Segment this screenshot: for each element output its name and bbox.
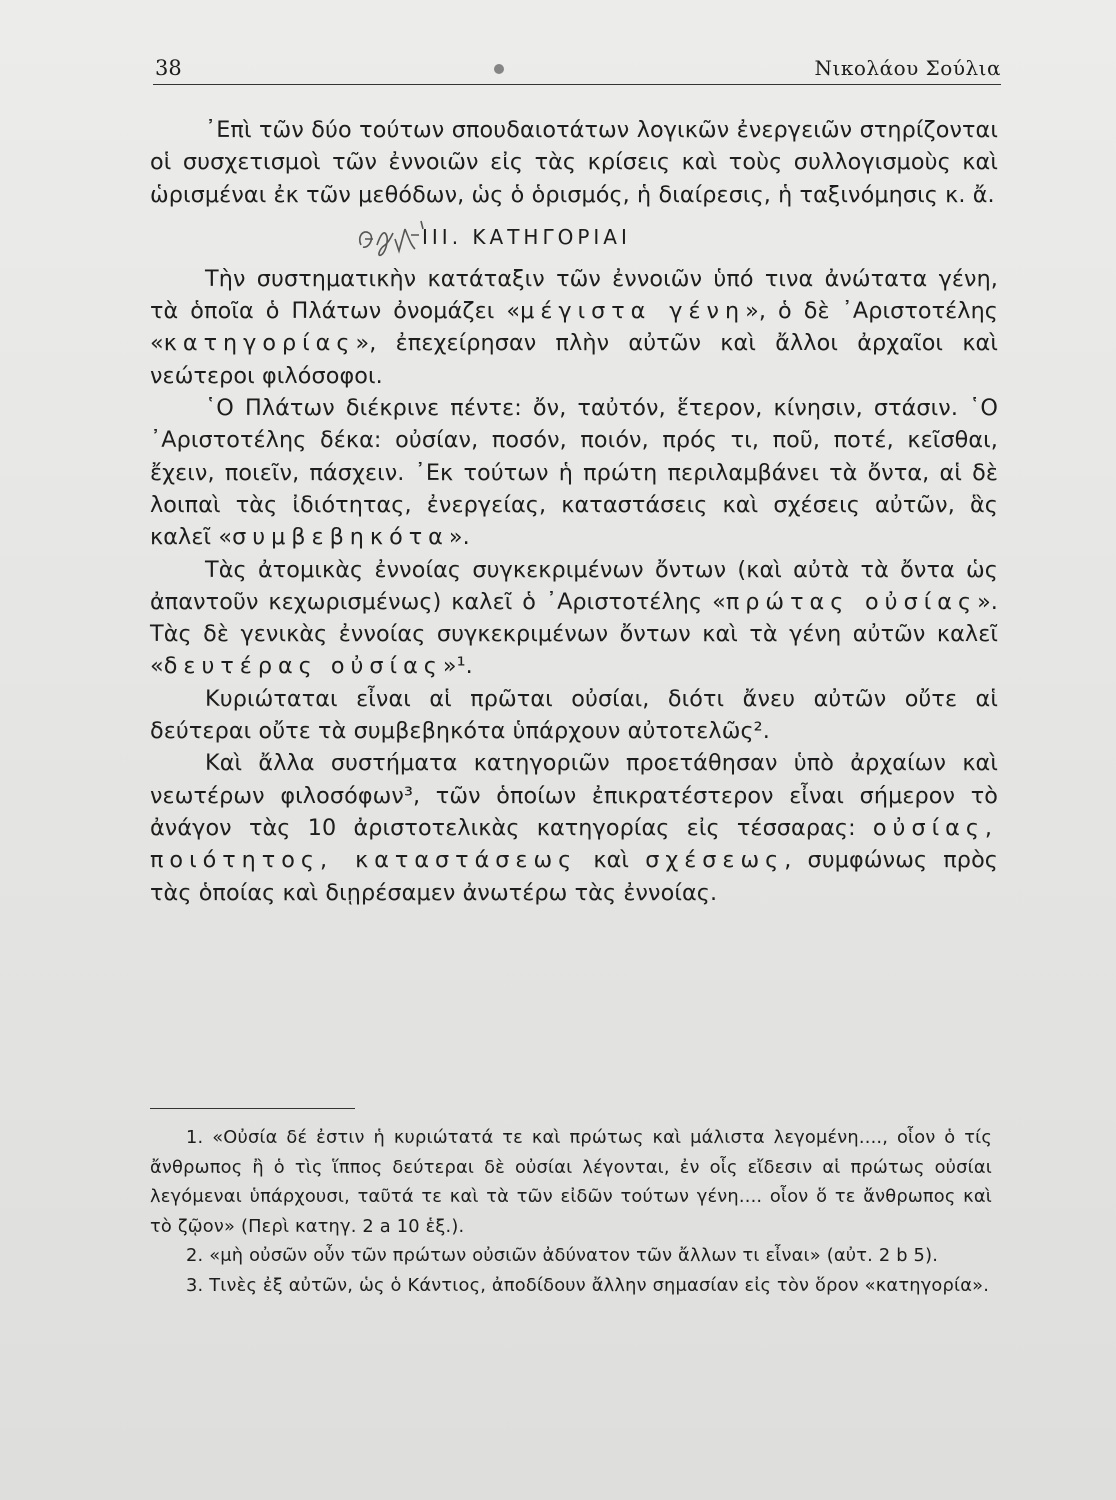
section-heading-text: ΙΙΙ. ΚΑΤΗΓΟΡΙΑΙ [422, 224, 631, 249]
spaced-term-categories: οὐσίας, ποιότητος, καταστάσεως [150, 814, 998, 874]
page-number: 38 [155, 56, 182, 80]
handwritten-annotation-icon [355, 215, 430, 259]
paragraph-3 [150, 392, 998, 553]
paragraph-4 [150, 554, 998, 683]
paragraph-2-text-c: », ὁ δὲ ᾿Αριστοτέλης « [150, 298, 998, 357]
paragraph-6-text-e: , συμφώνως πρὸς τὰς ὁποίας καὶ διῃρέσαμεν ἀνωτέρω τὰς ἐννοίας. [150, 847, 998, 906]
paragraph-2-text-e: », ἐπεχείρησαν πλὴν αὐτῶν καὶ ἄλλοι ἀρχαῖοι καὶ νεώτεροι φιλόσοφοι. [150, 330, 998, 389]
paragraph-6 [150, 747, 998, 908]
ink-dot-icon [494, 64, 504, 74]
paragraph-6-text-c: καὶ [577, 847, 646, 874]
paragraph-4-text-c: ». Τὰς δὲ γενικὰς ἐννοίας συγκεκριμένων ὄντων καὶ τὰ γένη αὐτῶν καλεῖ « [150, 588, 998, 680]
spaced-term-scheseos: σχέσεως [645, 847, 785, 874]
footnote-2: 2. «μὴ οὐσῶν οὖν τῶν πρώτων οὐσιῶν ἀδύνατον τῶν ἄλλων τι εἶναι» (αὐτ. 2 b 5). [186, 1245, 939, 1266]
section-heading [150, 211, 998, 263]
footnote-1: 1. «Οὐσία δέ ἐστιν ἡ κυριώτατά τε καὶ πρώτως καὶ μάλιστα λεγομένη...., οἷον ὁ τίς ἄνθρωπος ἢ ὁ τὶς ἵππος δεύτεραι δὲ οὐσίαι λέγονται, ἐν οἷς εἴδεσιν αἱ πρώτως οὐσίαι λεγόμεναι ὑπάρχουσι, ταῦτά τε καὶ τὰ τῶν εἰδῶν τούτων γένη.... οἷον ὅ τε ἄνθρωπος καὶ τὸ ζῷον» (Περὶ κατηγ. 2 a 10 ἑξ.). [150, 1127, 992, 1237]
running-head: Νικολάου Σούλια [814, 56, 1001, 80]
spaced-term-kategorias: κατηγορίας [163, 330, 356, 357]
paragraph-3-text-c: ». [448, 524, 470, 551]
spaced-term-symbebekota: συμβεβηκότα [232, 524, 449, 551]
paragraph-4-text-e: »¹. [442, 653, 473, 680]
footnote-3: 3. Τινὲς ἐξ αὐτῶν, ὡς ὁ Κάντιος, ἀποδίδουν ἄλλην σημασίαν εἰς τὸν ὅρον «κατηγορία». [186, 1274, 990, 1296]
paragraph-3-text-a: ῾Ο Πλάτων διέκρινε πέντε: ὄν, ταὐτόν, ἕτερον, κίνησιν, στάσιν. ῾Ο ᾿Αριστοτέλης δέκα: οὐσίαν, ποσόν, ποιόν, πρός τι, ποῦ, ποτέ, κεῖσθαι, ἔχειν, ποιεῖν, πάσχειν. ᾿Εκ τούτων ἡ πρώτη περιλαμβάνει τὰ ὄντα, αἱ δὲ λοιπαὶ τὰς ἰδιότητας, ἐνεργείας, καταστάσεις καὶ σχέσεις αὐτῶν, ἃς καλεῖ « [150, 395, 998, 551]
footnote-divider [150, 1108, 355, 1109]
paragraph-1: ᾿Επὶ τῶν δύο τούτων σπουδαιοτάτων λογικῶν ἐνεργειῶν στηρίζονται οἱ συσχετισμοὶ τῶν ἐννοιῶν εἰς τὰς κρίσεις καὶ τοὺς συλλογισμοὺς καὶ ὡρισμέναι ἐκ τῶν μεθόδων, ὡς ὁ ὁρισμός, ἡ διαίρεσις, ἡ ταξινόμησις κ. ἄ. [150, 117, 998, 208]
spaced-term-deuteras-ousias: δευτέρας οὐσίας [163, 653, 443, 680]
page-header [153, 52, 1001, 85]
footnotes [150, 1123, 992, 1300]
main-text [150, 114, 998, 909]
paragraph-2 [150, 263, 998, 392]
paragraph-2-text-a: Τὴν συστηματικὴν κατάταξιν τῶν ἐννοιῶν ὑπό τινα ἀνώτατα γένη, τὰ ὁποῖα ὁ Πλάτων ὀνομάζει « [150, 265, 998, 325]
spaced-term-megista-gene: μέγιστα γένη [520, 298, 746, 325]
paragraph-5: Κυριώταται εἶναι αἱ πρῶται οὐσίαι, διότι ἄνευ αὐτῶν οὔτε αἱ δεύτεραι οὔτε τὰ συμβεβηκότα ὑπάρχουν αὐτοτελῶς². [150, 685, 998, 745]
paragraph-4-text-a: Τὰς ἀτομικὰς ἐννοίας συγκεκριμένων ὄντων (καὶ αὐτὰ τὰ ὄντα ὡς ἀπαντοῦν κεχωρισμένως) καλεῖ ὁ ᾿Αριστοτέλης « [150, 556, 998, 615]
spaced-term-protas-ousias: πρώτας οὐσίας [725, 588, 978, 615]
paragraph-6-text-a: Καὶ ἄλλα συστήματα κατηγοριῶν προετάθησαν ὑπὸ ἀρχαίων καὶ νεωτέρων φιλοσόφων³, τῶν ὁποίων ἐπικρατέστερον εἶναι σήμερον τὸ ἀνάγον τὰς 10 ἀριστοτελικὰς κατηγορίας εἰς τέσσαρας: [150, 750, 998, 841]
